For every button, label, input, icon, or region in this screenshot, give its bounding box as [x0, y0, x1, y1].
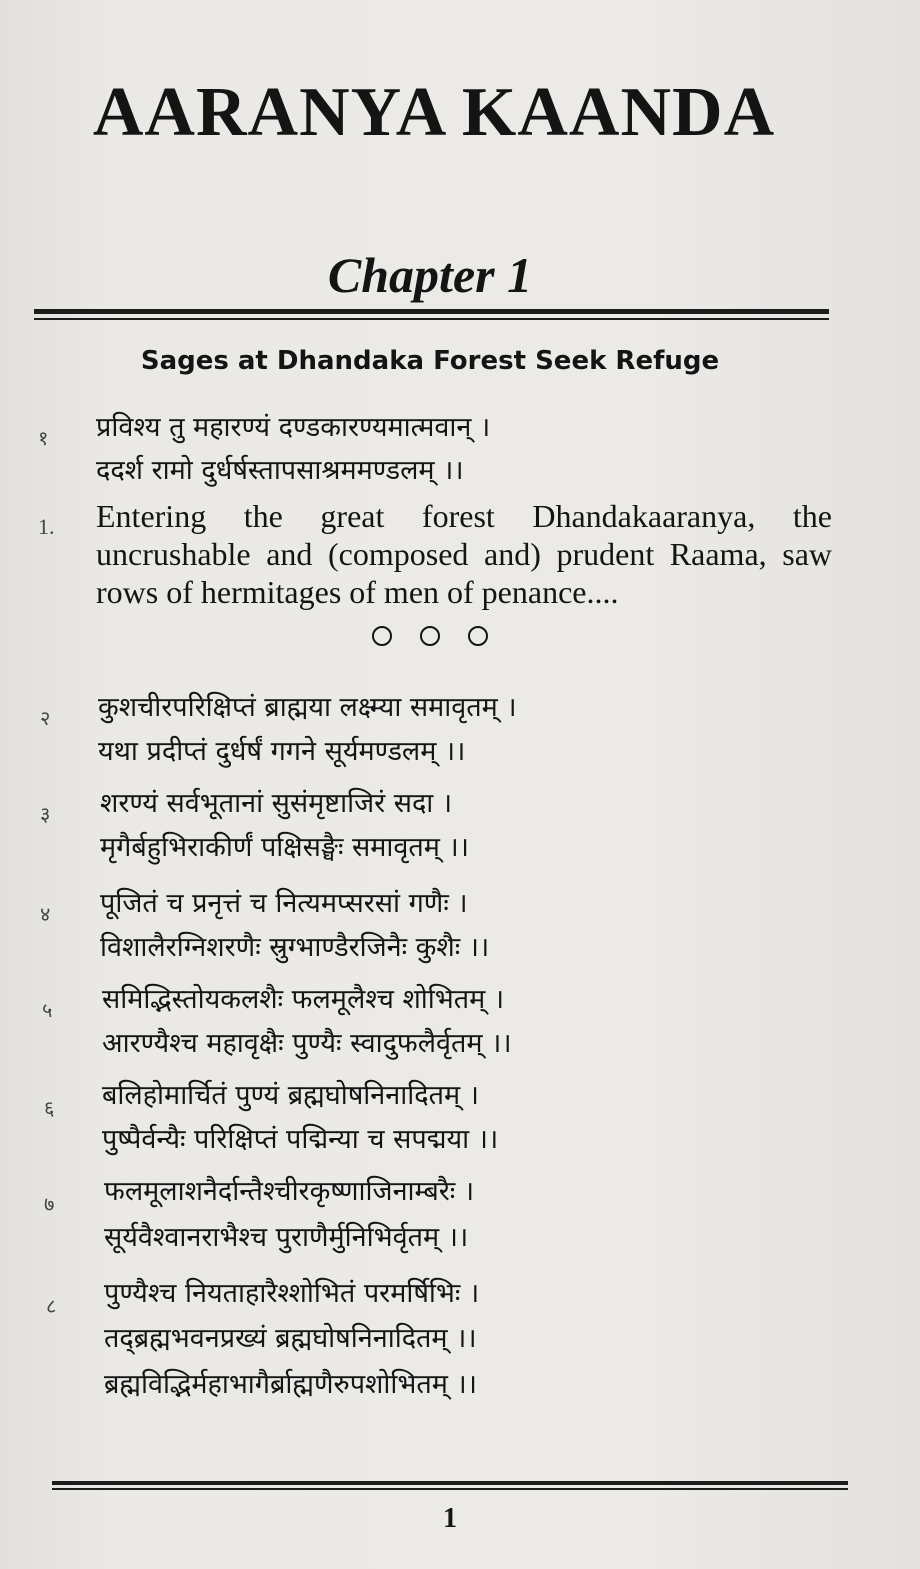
verse-line: कुशचीरपरिक्षिप्तं ब्राह्मया लक्ष्म्या समावृतम् ।	[98, 692, 517, 723]
separator-circle-icon	[468, 626, 488, 646]
translation-text: Entering the great forest Dhandakaaranya, the uncrushable and (composed and) prudent Raama, saw rows of hermitages of men of penance....	[96, 498, 832, 610]
header-rule	[34, 309, 829, 320]
verse-line: पुण्यैश्च नियताहारैश्शोभितं परमर्षिभिः ।	[104, 1278, 480, 1309]
verse-line: शरण्यं सर्वभूतानां सुसंमृष्टाजिरं सदा ।	[100, 788, 453, 819]
verse-line: प्रविश्य तु महारण्यं दण्डकारण्यमात्मवान् ।	[96, 412, 491, 443]
verse-number: ५	[42, 1000, 53, 1022]
page-number: 1	[443, 1503, 457, 1534]
verse-line: पुष्पैर्वन्यैः परिक्षिप्तं पद्मिन्या च सपद्मया ।।	[102, 1124, 499, 1155]
verse-line: ददर्श रामो दुर्धर्षस्तापसाश्रममण्डलम् ।।	[96, 455, 464, 486]
verse-line: पूजितं च प्रनृत्तं च नित्यमप्सरसां गणैः ।	[100, 888, 468, 919]
verse-line: मृगैर्बहुभिराकीर्णं पक्षिसङ्घैः समावृतम् ।।	[100, 832, 469, 863]
verse-number: १	[38, 428, 49, 450]
chapter-title: Chapter 1	[327, 247, 533, 303]
book-title: AARANYA KAANDA	[92, 74, 776, 151]
separator-circle-icon	[420, 626, 440, 646]
verse-line: यथा प्रदीप्तं दुर्धर्षं गगने सूर्यमण्डलम् ।।	[98, 736, 466, 767]
verse-number: ४	[40, 904, 51, 926]
verse-line: समिद्भिस्तोयकलशैः फलमूलैश्च शोभितम् ।	[102, 984, 505, 1015]
verse-line: ब्रह्मविद्भिर्महाभागैर्ब्राह्मणैरुपशोभितम् ।।	[104, 1369, 477, 1400]
verse-line: आरण्यैश्च महावृक्षैः पुण्यैः स्वादुफलैर्वृतम् ।।	[102, 1028, 512, 1059]
footer-rule	[52, 1481, 848, 1490]
section-separator	[372, 626, 488, 646]
verse-number: ७	[44, 1194, 55, 1216]
verse-line: तद्ब्रह्मभवनप्रख्यं ब्रह्मघोषनिनादितम् ।।	[104, 1323, 477, 1354]
verse-number: ३	[40, 804, 51, 826]
separator-circle-icon	[372, 626, 392, 646]
verse-line: फलमूलाशनैर्दान्तैश्चीरकृष्णाजिनाम्बरैः ।	[104, 1176, 475, 1207]
verse-line: सूर्यवैश्वानराभैश्च पुराणैर्मुनिभिर्वृतम् ।।	[104, 1222, 469, 1253]
verse-line: बलिहोमार्चितं पुण्यं ब्रह्मघोषनिनादितम् ।	[102, 1080, 479, 1111]
verse-line: विशालैरग्निशरणैः स्रुग्भाण्डैरजिनैः कुशैः ।।	[100, 932, 490, 963]
translation-number: 1.	[38, 514, 55, 539]
section-heading: Sages at Dhandaka Forest Seek Refuge	[140, 346, 720, 376]
verse-number: ६	[44, 1098, 55, 1120]
verse-number: २	[40, 708, 51, 730]
verse-number: ८	[46, 1296, 57, 1318]
